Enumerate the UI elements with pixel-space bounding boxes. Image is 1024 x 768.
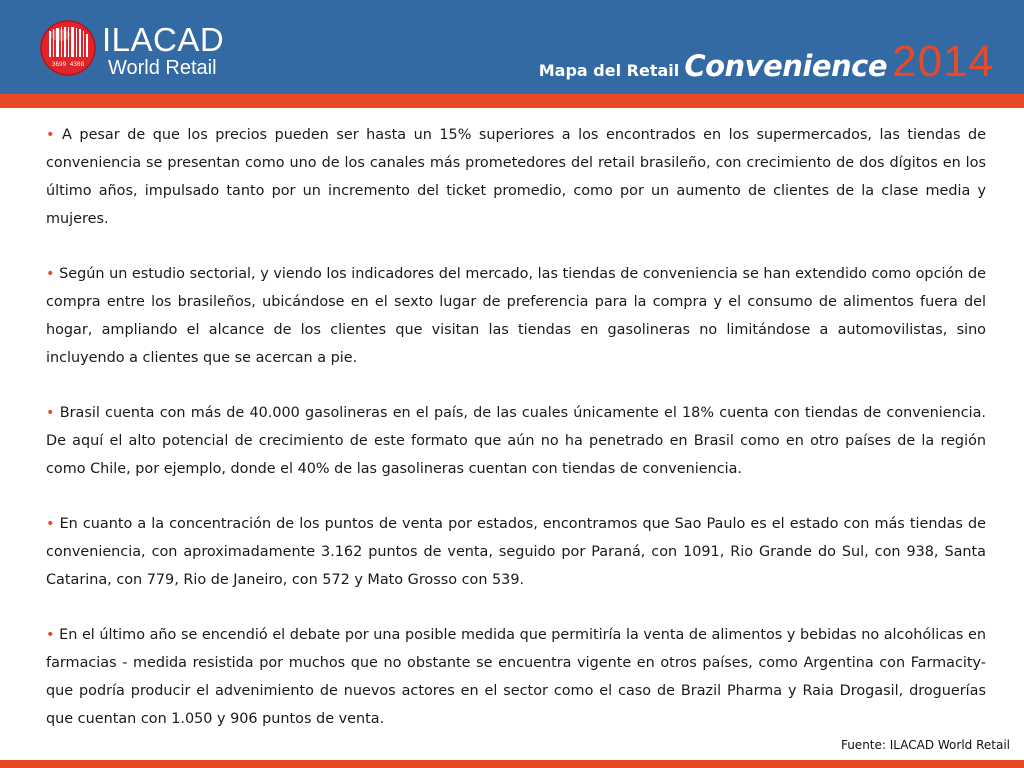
paragraph-text: En cuanto a la concentración de los puntos de venta por estados, encontramos que Sao Paulo es el estado con más tiendas de conveniencia, con aproximadamente 3.162 puntos de venta, seguido por Paraná, con 1091, Rio Grande do Sul, con 938, Santa Catarina, con 779, Rio de Janeiro, con 572 y Mato Grosso con 539.	[46, 516, 986, 588]
ilacad-logo	[40, 20, 240, 80]
paragraph-text: Según un estudio sectorial, y viendo los indicadores del mercado, las tiendas de conveniencia se han extendido como opción de compra entre los brasileños, ubicándose en el sexto lugar de preferencia para la compra y el consumo de alimentos fuera del hogar, ampliando el alcance de los clientes que visitan las tiendas en gasolineras no limitándose a automovilistas, sino incluyendo a clientes que se acercan a pie.	[46, 266, 986, 366]
bullet-paragraph-3	[46, 399, 986, 483]
footer-accent-stripe	[0, 760, 1024, 768]
barcode-digits: 3699 4308	[51, 61, 85, 68]
barcode-globe-icon	[40, 20, 96, 76]
bullet-paragraph-1	[46, 121, 986, 233]
logo-subtitle: World Retail	[108, 57, 217, 79]
source-caption: Fuente: ILACAD World Retail	[840, 738, 1010, 752]
bullet-paragraph-2	[46, 260, 986, 372]
title-main: Convenience	[684, 49, 888, 83]
header-accent-stripe	[0, 94, 1024, 108]
paragraph-text: Brasil cuenta con más de 40.000 gasolineras en el país, de las cuales únicamente el 18% cuenta con tiendas de conveniencia. De aquí el alto potencial de crecimiento de este formato que aún no ha penetrado en Brasil como en otro países de la región como Chile, por ejemplo, donde el 40% de las gasolineras cuentan con tiendas de conveniencia.	[46, 405, 987, 477]
paragraph-text: A pesar de que los precios pueden ser hasta un 15% superiores a los encontrados en los supermercados, las tiendas de conveniencia se presentan como uno de los canales más prometedores del retail brasileño, con crecimiento de dos dígitos en los último años, impulsado tanto por un incremento del ticket promedio, como por un aumento de clientes de la clase media y mujeres.	[46, 127, 986, 227]
paragraph-text: En el último año se encendió el debate por una posible medida que permitiría la venta de alimentos y bebidas no alcohólicas en farmacias - medida resistida por muchos que no obstante se encuentra vigente en otros países, como Argentina con Farmacity- que podría producir el advenimiento de nuevos actores en el sector como el caso de Brazil Pharma y Raia Drogasil, droguerías que cuentan con 1.050 y 906 puntos de venta.	[46, 627, 987, 727]
bullet-paragraph-5	[46, 621, 986, 733]
title-year: 2014	[892, 37, 994, 86]
bullet-icon: •	[46, 405, 55, 421]
slide-body	[46, 121, 986, 760]
bullet-icon: •	[46, 516, 55, 532]
bullet-icon: •	[46, 127, 55, 143]
bullet-icon: •	[46, 266, 55, 282]
bullet-paragraph-4	[46, 510, 986, 594]
bullet-icon: •	[46, 627, 55, 643]
logo-name: ILACAD	[102, 21, 225, 58]
slide-title	[538, 37, 994, 86]
title-prefix: Mapa del Retail	[538, 61, 680, 80]
header-bar	[0, 0, 1024, 94]
